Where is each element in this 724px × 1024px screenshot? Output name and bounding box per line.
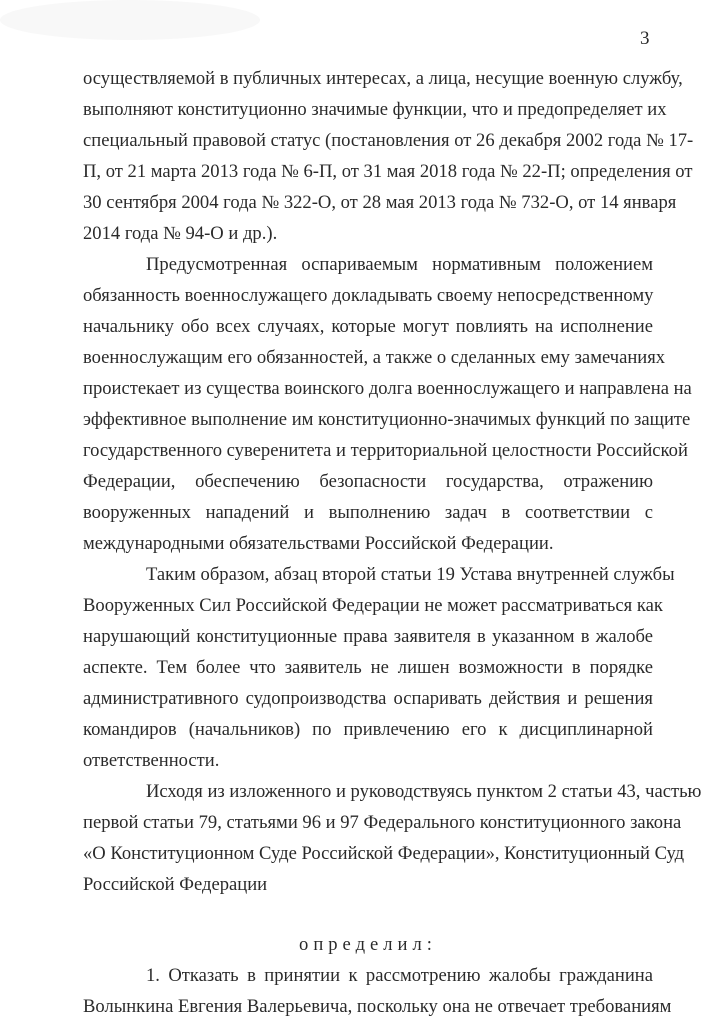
text-line: Вооруженных Сил Российской Федерации не может рассматриваться как xyxy=(83,595,663,616)
text-line: осуществляемой в публичных интересах, а лица, несущие военную службу, xyxy=(83,68,683,89)
text-line: Российской Федерации xyxy=(83,874,268,895)
text-line: специальный правовой статус (постановления от 26 декабря 2002 года № 17- xyxy=(83,130,694,151)
resolution-heading: определил: xyxy=(299,934,437,955)
paragraph xyxy=(83,776,702,900)
text-line: 30 сентября 2004 года № 322-О, от 28 мая 2013 года № 732-О, от 14 января xyxy=(83,192,677,213)
text-line: первой статьи 79, статьями 96 и 97 Федерального конституционного закона xyxy=(83,812,682,833)
text-line: административного судопроизводства оспаривать действия и решения xyxy=(83,688,653,709)
text-line: «О Конституционном Суде Российской Федерации», Конституционный Суд xyxy=(83,843,685,864)
scan-smudge xyxy=(0,0,260,40)
paragraph xyxy=(83,559,675,776)
text-line: международными обязательствами Российской Федерации. xyxy=(83,533,554,554)
text-line: эффективное выполнение им конституционно-значимых функций по защите xyxy=(83,409,691,430)
paragraph xyxy=(83,249,692,559)
text-line: ответственности. xyxy=(83,750,220,771)
text-line: вооруженных нападений и выполнению задач в соответствии с xyxy=(83,502,653,523)
text-line: П, от 21 марта 2013 года № 6-П, от 31 мая 2018 года № 22-П; определения от xyxy=(83,161,693,182)
text-line: Предусмотренная оспариваемым нормативным положением xyxy=(146,254,653,275)
paragraph xyxy=(83,960,672,1022)
text-line: 2014 года № 94-О и др.). xyxy=(83,223,278,244)
text-line: Федерации, обеспечению безопасности государства, отражению xyxy=(83,471,653,492)
text-line: командиров (начальников) по привлечению его к дисциплинарной xyxy=(83,719,653,740)
paragraph xyxy=(83,63,694,249)
text-line: аспекте. Тем более что заявитель не лишен возможности в порядке xyxy=(83,657,653,678)
text-line: нарушающий конституционные права заявителя в указанном в жалобе xyxy=(83,626,653,647)
text-line: выполняют конституционно значимые функции, что и предопределяет их xyxy=(83,99,667,120)
text-line: Волынкина Евгения Валерьевича, поскольку она не отвечает требованиям xyxy=(83,996,672,1017)
text-line: Таким образом, абзац второй статьи 19 Устава внутренней службы xyxy=(146,564,675,585)
text-line: обязанность военнослужащего докладывать своему непосредственному xyxy=(83,285,654,306)
text-line: проистекает из существа воинского долга военнослужащего и направлена на xyxy=(83,378,692,399)
text-line: 1. Отказать в принятии к рассмотрению жалобы гражданина xyxy=(146,965,653,986)
text-line: Исходя из изложенного и руководствуясь пунктом 2 статьи 43, частью xyxy=(146,781,702,802)
text-line: государственного суверенитета и территориальной целостности Российской xyxy=(83,440,688,461)
document-body xyxy=(83,63,702,1022)
text-line: военнослужащим его обязанностей, а также о сделанных ему замечаниях xyxy=(83,347,666,368)
page-number: 3 xyxy=(640,28,650,49)
text-line: начальнику обо всех случаях, которые могут повлиять на исполнение xyxy=(83,316,653,337)
